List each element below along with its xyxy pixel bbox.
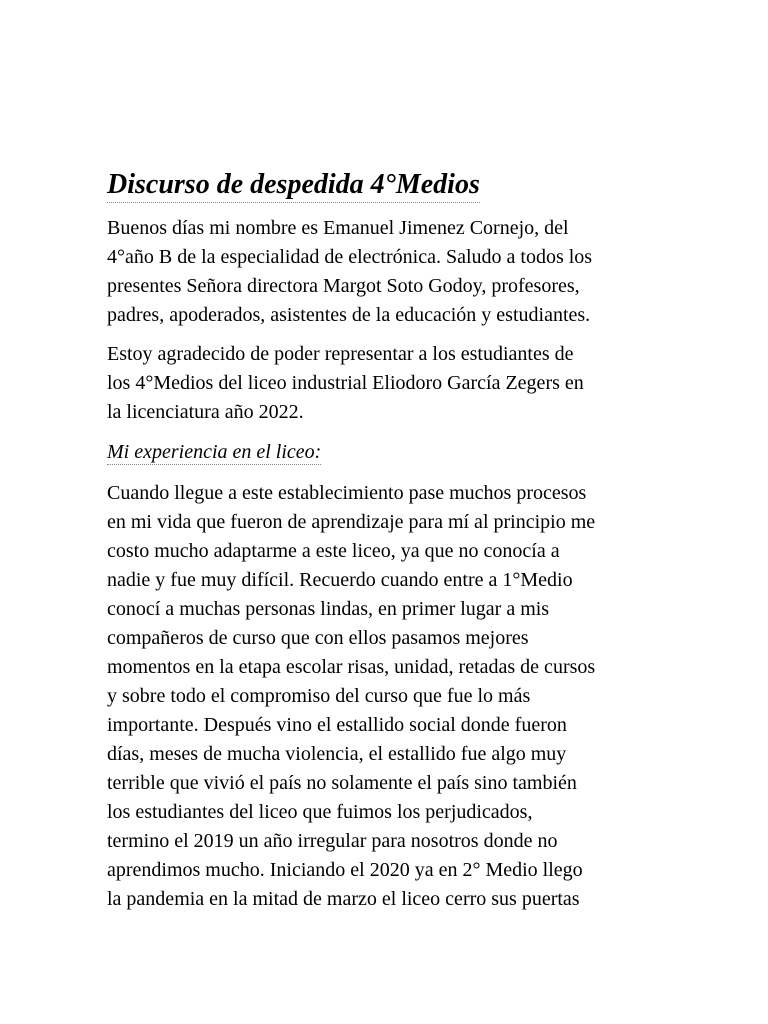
text-line: momentos en la etapa escolar risas, unidad, retadas de cursos [107, 656, 596, 678]
subheading-text: Mi experiencia en el liceo: [107, 441, 322, 463]
text-line: terrible que vivió el país no solamente el país sino también [107, 772, 577, 794]
text-line: importante. Después vino el estallido social donde fueron [107, 714, 567, 736]
text-line: conocí a muchas personas lindas, en primer lugar a mis [107, 598, 550, 620]
text-line: la licenciatura año 2022. [107, 401, 304, 423]
text-line: la pandemia en la mitad de marzo el liceo cerro sus puertas [107, 888, 580, 910]
text-line: termino el 2019 un año irregular para nosotros donde no [107, 830, 558, 852]
paragraph-experience [107, 479, 667, 914]
text-line: días, meses de mucha violencia, el estallido fue algo muy [107, 743, 567, 765]
document-title-text: Discurso de despedida 4°Medios [107, 168, 480, 203]
text-line: Estoy agradecido de poder representar a los estudiantes de [107, 343, 574, 365]
text-line: aprendimos mucho. Iniciando el 2020 ya en 2° Medio llego [107, 859, 583, 881]
text-line: compañeros de curso que con ellos pasamos mejores [107, 627, 529, 649]
text-line: presentes Señora directora Margot Soto Godoy, profesores, [107, 275, 580, 297]
text-line: los 4°Medios del liceo industrial Eliodoro García Zegers en [107, 372, 584, 394]
text-line: los estudiantes del liceo que fuimos los perjudicados, [107, 801, 533, 823]
paragraph-greeting [107, 214, 667, 330]
text-line: 4°año B de la especialidad de electrónica. Saludo a todos los [107, 246, 593, 268]
text-line: nadie y fue muy difícil. Recuerdo cuando entre a 1°Medio [107, 569, 573, 591]
text-line: y sobre todo el compromiso del curso que fue lo más [107, 685, 531, 707]
text-line: costo mucho adaptarme a este liceo, ya que no conocía a [107, 540, 560, 562]
text-line: Buenos días mi nombre es Emanuel Jimenez Cornejo, del [107, 217, 569, 239]
text-line: Cuando llegue a este establecimiento pase muchos procesos [107, 482, 587, 504]
section-subheading [107, 438, 667, 467]
text-line: en mi vida que fueron de aprendizaje para mí al principio me [107, 511, 596, 533]
text-line: padres, apoderados, asistentes de la educación y estudiantes. [107, 304, 591, 326]
paragraph-gratitude [107, 340, 667, 427]
document-title [107, 168, 667, 202]
document-page [107, 168, 667, 914]
